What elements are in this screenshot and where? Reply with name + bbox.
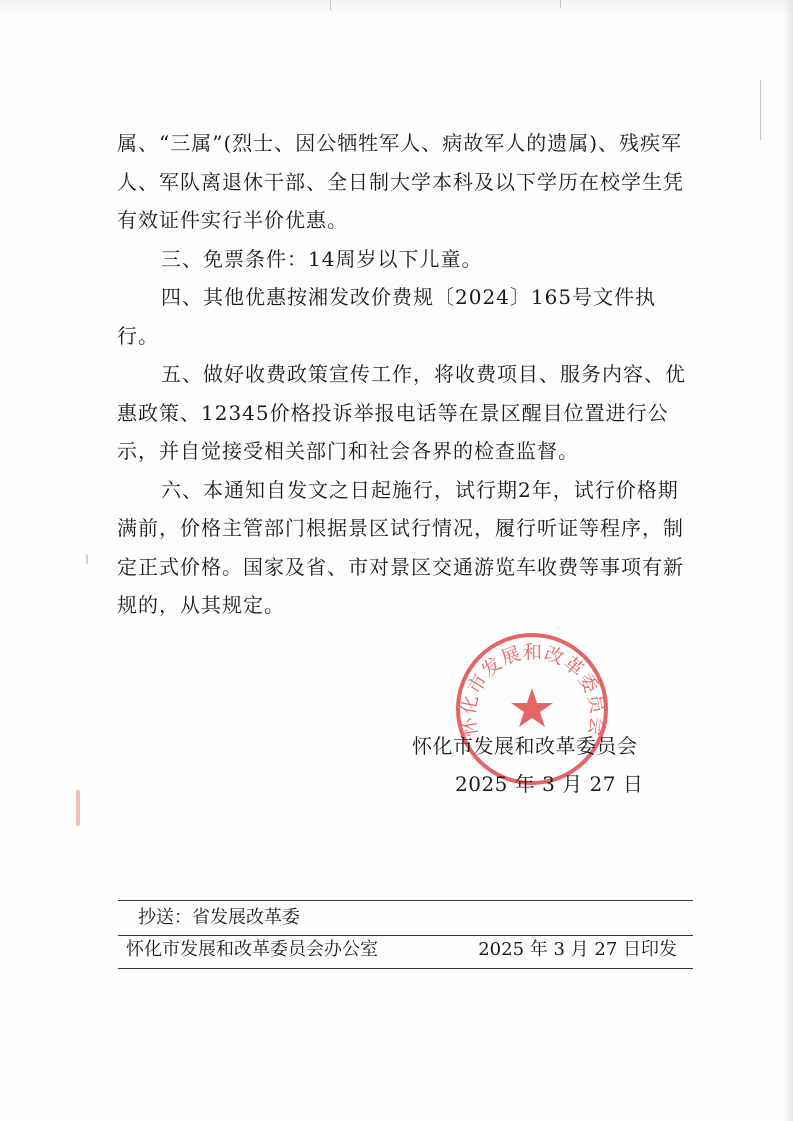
seal-text: 怀化市发展和改革委员会: [457, 641, 609, 739]
scan-artifact: [560, 0, 561, 8]
paragraph-publicity: 五、做好收费政策宣传工作，将收费项目、服务内容、优惠政策、12345价格投诉举报电话等在景区醒目位置进行公示，并自觉接受相关部门和社会各界的检查监督。: [117, 362, 686, 463]
cc-row: [118, 903, 693, 933]
scan-shadow-top: [0, 0, 793, 14]
signature-date: 2025 年 3 月 27 日: [455, 772, 644, 796]
paragraph-free-ticket: 三、免票条件：14周岁以下儿童。: [161, 246, 483, 271]
scan-artifact: [330, 0, 331, 10]
cc-text: 抄送：省发展改革委: [138, 907, 300, 928]
issuing-office: 怀化市发展和改革委员会办公室: [126, 939, 378, 960]
paragraph-other-discounts: 四、其他优惠按湘发改价费规〔2024〕165号文件执行。: [117, 285, 657, 348]
issuing-organization: 怀化市发展和改革委员会: [412, 734, 638, 758]
footer-rule-top: [118, 900, 693, 901]
red-ink-mark: [76, 790, 80, 826]
footer-rule-bottom: [118, 968, 693, 969]
paragraph-eligibility-continuation: 属、“三属”(烈士、因公牺牲军人、病故军人的遗属)、残疾军人、军队离退休干部、全日制大学本科及以下学历在校学生凭有效证件实行半价优惠。: [117, 131, 684, 232]
document-body: [117, 124, 689, 625]
seal-star-icon: [511, 688, 553, 727]
paragraph-effective-date: 六、本通知自发文之日起施行，试行期2年，试行价格期满前，价格主管部门根据景区试行情况，履行听证等程序，制定正式价格。国家及省、市对景区交通游览车收费等事项有新规的，从其规定。: [117, 477, 684, 617]
signature-block: [412, 727, 672, 803]
scan-shadow-right: [783, 0, 793, 1121]
scan-artifact: [86, 554, 88, 564]
scan-artifact: [760, 80, 761, 140]
issue-date: 2025 年 3 月 27 日印发: [478, 939, 677, 960]
